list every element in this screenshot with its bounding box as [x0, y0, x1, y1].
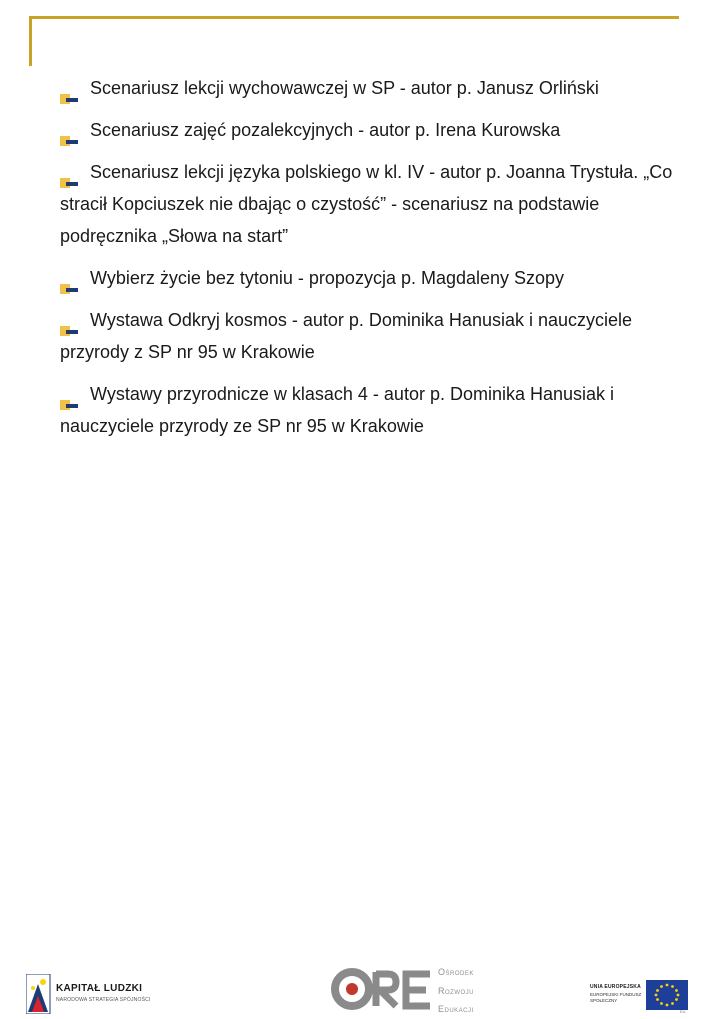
kapital-ludzki-subtitle: NARODOWA STRATEGIA SPÓJNOŚCI — [56, 997, 151, 1003]
ore-line-1: Ośrodek — [438, 967, 474, 977]
ore-line-2: Rozwoju — [438, 986, 474, 996]
list-item-text: Scenariusz lekcji języka polskiego w kl. IV - autor p. Joanna Trystuła. „Co stracił Kopciuszek nie dbając o czystość” - scenariusz na podstawie podręcznika „Słowa na start” — [60, 162, 673, 246]
left-frame-line — [29, 16, 32, 66]
top-frame-line — [29, 16, 679, 19]
bullet-icon — [60, 273, 78, 285]
list-item-text: Scenariusz zajęć pozalekcyjnych - autor p. Irena Kurowska — [90, 120, 561, 140]
list-item-text: Wystawy przyrodnicze w klasach 4 - autor p. Dominika Hanusiak i nauczyciele przyrody ze SP nr 95 w Krakowie — [60, 384, 615, 436]
list-item — [60, 72, 700, 104]
list-item — [60, 378, 700, 442]
ue-title: UNIA EUROPEJSKA — [590, 984, 641, 990]
ore-line-3: Edukacji — [438, 1004, 474, 1014]
bullet-icon — [60, 125, 78, 137]
bullet-icon — [60, 167, 78, 179]
list-item — [60, 114, 700, 146]
list-item-text: Wystawa Odkryj kosmos - autor p. Dominika Hanusiak i nauczyciele przyrody z SP nr 95 w Krakowie — [60, 310, 633, 362]
list-item-text: Wybierz życie bez tytoniu - propozycja p. Magdaleny Szopy — [90, 268, 565, 288]
bullet-icon — [60, 389, 78, 401]
ore-logo-icon — [330, 966, 434, 1017]
bullet-icon — [60, 83, 78, 95]
kapital-ludzki-logo-icon — [26, 974, 52, 1019]
list-item-text: Scenariusz lekcji wychowawczej w SP - autor p. Janusz Orliński — [90, 78, 599, 98]
list-item — [60, 156, 700, 252]
list-item — [60, 262, 700, 294]
bullet-icon — [60, 315, 78, 327]
bullet-list — [60, 72, 700, 452]
eu-small-label: EU — [680, 1009, 686, 1014]
footer-logos — [0, 478, 720, 1014]
kapital-ludzki-title: KAPITAŁ LUDZKI — [56, 983, 143, 994]
list-item — [60, 304, 700, 368]
ue-subtitle: EUROPEJSKI FUNDUSZ SPOŁECZNY — [590, 992, 642, 1003]
